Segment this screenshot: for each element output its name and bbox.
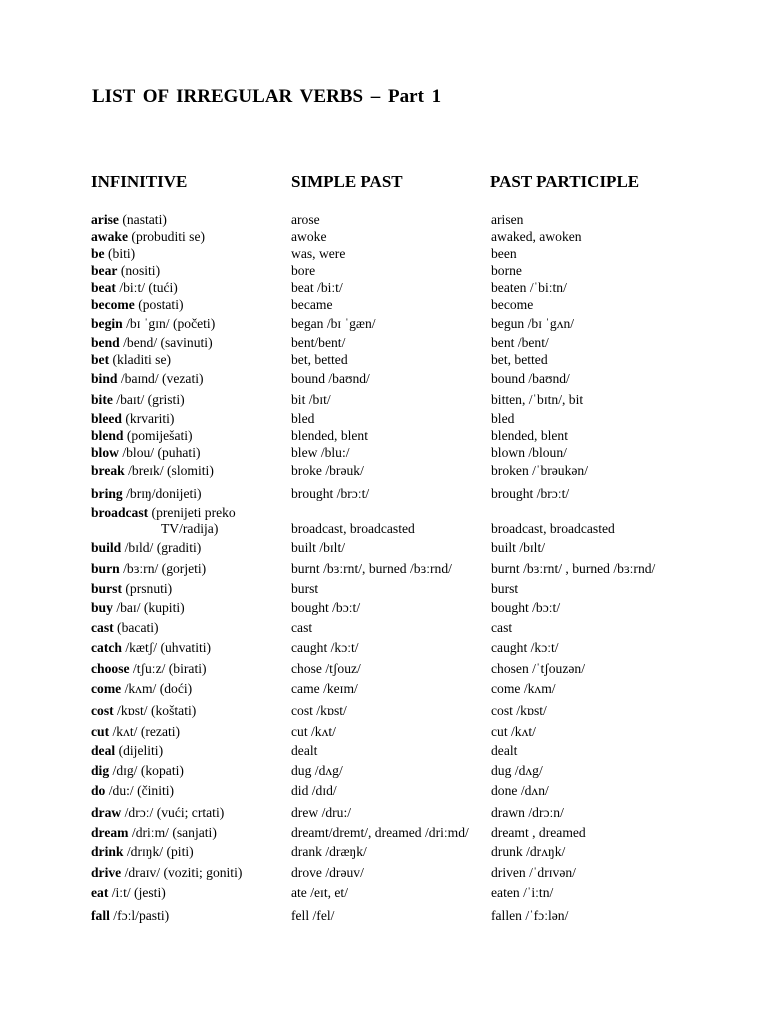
past-participle-cell: chosen /ˈtʃouzən/: [491, 661, 585, 676]
verb-infinitive: drink: [91, 844, 124, 859]
verb-infinitive: bleed: [91, 411, 122, 426]
past-participle-cell: broken /ˈbrəukən/: [491, 463, 589, 478]
verb-gloss: /blou/ (puhati): [118, 445, 201, 460]
infinitive-cell: [91, 783, 174, 799]
past-participle-cell: dug /dʌg/: [491, 763, 543, 778]
verb-gloss: /drɔː/ (vući; crtati): [121, 805, 225, 820]
verb-row: [0, 636, 768, 656]
past-participle-cell: borne: [491, 263, 522, 278]
verb-gloss: /bɪld/ (graditi): [121, 540, 202, 555]
verb-row: [0, 901, 768, 924]
simple-past-cell: came /keɪm/: [291, 681, 358, 696]
infinitive-cell: [91, 561, 206, 577]
infinitive-cell: [91, 763, 184, 779]
verb-infinitive: begin: [91, 316, 123, 331]
verb-infinitive: drive: [91, 865, 122, 880]
infinitive-cell: [91, 681, 192, 697]
verb-infinitive: become: [91, 297, 135, 312]
past-participle-cell: eaten /ˈiːtn/: [491, 885, 554, 900]
past-participle-cell: beaten /ˈbiːtn/: [491, 280, 567, 295]
infinitive-cell: [91, 428, 193, 444]
infinitive-cell: [91, 865, 242, 881]
verb-infinitive: cost: [91, 703, 114, 718]
verb-gloss: /driːm/ (sanjati): [128, 825, 217, 840]
infinitive-cell: [91, 885, 166, 901]
verb-gloss-continued: TV/radija): [161, 521, 219, 536]
verb-row: [0, 351, 768, 368]
infinitive-cell: [91, 724, 180, 740]
verb-gloss: /fɔːl/pasti): [109, 908, 170, 923]
simple-past-cell: cast: [291, 620, 313, 635]
verb-infinitive: choose: [91, 661, 130, 676]
verb-gloss: (postati): [134, 297, 184, 312]
verb-gloss: (kladiti se): [109, 352, 172, 367]
past-participle-cell: drawn /drɔːn/: [491, 805, 564, 820]
verb-gloss: /baɪ/ (kupiti): [112, 600, 185, 615]
verb-gloss: /bend/ (savinuti): [119, 335, 213, 350]
verb-infinitive: beat: [91, 280, 116, 295]
infinitive-cell: [91, 908, 169, 924]
verb-gloss: /baɪnd/ (vezati): [117, 371, 204, 386]
past-participle-cell: blown /bloun/: [491, 445, 567, 460]
verb-row: [0, 444, 768, 461]
verb-gloss: /du:/ (činiti): [105, 783, 175, 798]
past-participle-cell: bitten, /ˈbɪtn/, bit: [491, 392, 584, 407]
infinitive-cell: [91, 246, 135, 262]
simple-past-cell: blew /blu:/: [291, 445, 350, 460]
verb-infinitive: burst: [91, 581, 122, 596]
simple-past-cell: dug /dʌg/: [291, 763, 343, 778]
past-participle-cell: begun /bɪ ˈgʌn/: [491, 316, 575, 331]
infinitive-cell: [91, 463, 214, 479]
verb-gloss: (dijeliti): [115, 743, 164, 758]
verb-row: [0, 245, 768, 262]
header-past-participle: PAST PARTICIPLE: [490, 172, 640, 191]
simple-past-cell: was, were: [291, 246, 346, 261]
infinitive-cell: [91, 411, 174, 427]
verb-row: [0, 556, 768, 577]
verb-row: [0, 332, 768, 351]
simple-past-cell: arose: [291, 212, 320, 227]
verb-row: [0, 387, 768, 408]
past-participle-cell: dreamt , dreamed: [491, 825, 586, 840]
infinitive-cell: [91, 392, 185, 408]
infinitive-cell: [91, 540, 201, 556]
past-participle-cell: drunk /drʌŋk/: [491, 844, 566, 859]
infinitive-cell: [91, 581, 172, 597]
verb-infinitive: cut: [91, 724, 110, 739]
past-participle-cell: awaked, awoken: [491, 229, 582, 244]
verb-infinitive: bear: [91, 263, 118, 278]
verb-infinitive: buy: [91, 600, 113, 615]
simple-past-cell: bore: [291, 263, 316, 278]
infinitive-cell: [91, 297, 184, 313]
simple-past-cell: drew /dru:/: [291, 805, 352, 820]
verb-infinitive: broadcast: [91, 505, 149, 520]
verb-gloss: (probuditi se): [128, 229, 206, 244]
infinitive-cell: [91, 640, 211, 656]
infinitive-cell: [91, 600, 185, 616]
verb-row: [0, 502, 768, 537]
infinitive-cell: [91, 316, 215, 332]
simple-past-cell: brought /brɔːt/: [291, 486, 370, 501]
verb-gloss: (pomiješati): [123, 428, 193, 443]
past-participle-cell: become: [491, 297, 534, 312]
simple-past-cell: did /dɪd/: [291, 783, 337, 798]
verb-infinitive: bind: [91, 371, 118, 386]
verb-table: [0, 212, 768, 924]
verb-gloss: (biti): [104, 246, 136, 261]
verb-gloss: /draɪv/ (voziti; goniti): [121, 865, 243, 880]
verb-infinitive: bring: [91, 486, 123, 501]
verb-row: [0, 759, 768, 779]
simple-past-cell: dealt: [291, 743, 318, 758]
past-participle-cell: bent /bent/: [491, 335, 549, 350]
infinitive-cell: [91, 335, 213, 351]
past-participle-cell: cast: [491, 620, 513, 635]
verb-infinitive: awake: [91, 229, 129, 244]
infinitive-cell: [91, 212, 167, 228]
past-participle-cell: driven /ˈdrɪvən/: [491, 865, 576, 880]
verb-gloss: /kɒst/ (koštati): [113, 703, 197, 718]
infinitive-cell: [91, 352, 171, 368]
infinitive-cell: [91, 486, 202, 502]
verb-infinitive: build: [91, 540, 122, 555]
verb-row: [0, 656, 768, 677]
verb-row: [0, 427, 768, 444]
verb-infinitive: bet: [91, 352, 110, 367]
simple-past-cell: became: [291, 297, 333, 312]
simple-past-cell: bought /bɔːt/: [291, 600, 361, 615]
simple-past-cell: bet, betted: [291, 352, 348, 367]
infinitive-cell: [91, 280, 178, 296]
verb-infinitive: come: [91, 681, 122, 696]
verb-row: [0, 296, 768, 313]
verb-row: [0, 313, 768, 332]
verb-gloss: (nastati): [118, 212, 167, 227]
verb-infinitive: burn: [91, 561, 120, 576]
verb-gloss: (prenijeti preko: [148, 505, 236, 520]
verb-row: [0, 860, 768, 881]
simple-past-cell: built /bɪlt/: [291, 540, 346, 555]
past-participle-cell: dealt: [491, 743, 518, 758]
verb-row: [0, 616, 768, 636]
verb-row: [0, 677, 768, 697]
verb-infinitive: fall: [91, 908, 110, 923]
verb-gloss: /dɪg/ (kopati): [109, 763, 184, 778]
verb-row: [0, 697, 768, 719]
past-participle-cell: blended, blent: [491, 428, 569, 443]
verb-row: [0, 881, 768, 901]
verb-infinitive: dream: [91, 825, 129, 840]
past-participle-cell: bound /baʊnd/: [491, 371, 570, 386]
verb-row: [0, 461, 768, 479]
verb-infinitive: cast: [91, 620, 114, 635]
simple-past-cell: awoke: [291, 229, 327, 244]
simple-past-cell: drove /drəuv/: [291, 865, 364, 880]
verb-gloss: /baɪt/ (gristi): [112, 392, 185, 407]
verb-gloss: /kʌt/ (rezati): [109, 724, 181, 739]
verb-row: [0, 279, 768, 296]
simple-past-cell: chose /tʃouz/: [291, 661, 361, 676]
verb-gloss: /kʌm/ (doći): [121, 681, 193, 696]
past-participle-cell: bled: [491, 411, 515, 426]
verb-gloss: (krvariti): [121, 411, 175, 426]
infinitive-cell: [91, 371, 204, 387]
infinitive-cell: [91, 805, 224, 821]
simple-past-cell: began /bɪ ˈgæn/: [291, 316, 376, 331]
verb-gloss: /kætʃ/ (uhvatiti): [121, 640, 212, 655]
verb-gloss: (bacati): [113, 620, 159, 635]
past-participle-cell: built /bɪlt/: [491, 540, 546, 555]
verb-row: [0, 740, 768, 759]
verb-row: [0, 719, 768, 740]
verb-row: [0, 408, 768, 427]
verb-infinitive: do: [91, 783, 106, 798]
past-participle-cell: done /dʌn/: [491, 783, 549, 798]
infinitive-cell: [91, 743, 163, 759]
verb-gloss: /biːt/ (tući): [115, 280, 178, 295]
verb-gloss: /drɪŋk/ (piti): [123, 844, 194, 859]
simple-past-cell: drank /dræŋk/: [291, 844, 367, 859]
header-simple-past: SIMPLE PAST: [291, 172, 403, 191]
verb-row: [0, 577, 768, 597]
past-participle-cell: arisen: [491, 212, 524, 227]
verb-infinitive: bite: [91, 392, 113, 407]
infinitive-cell: [91, 229, 205, 245]
verb-row: [0, 368, 768, 387]
infinitive-cell: [91, 703, 196, 719]
page-title: LIST OF IRREGULAR VERBS – Part 1: [92, 86, 442, 107]
verb-row: [0, 799, 768, 821]
simple-past-cell: bit /bɪt/: [291, 392, 331, 407]
verb-gloss: (nositi): [117, 263, 161, 278]
verb-infinitive: blend: [91, 428, 124, 443]
verb-gloss: /tʃuːz/ (birati): [129, 661, 207, 676]
verb-row: [0, 479, 768, 502]
verb-row: [0, 779, 768, 799]
verb-infinitive: catch: [91, 640, 122, 655]
past-participle-cell: cut /kʌt/: [491, 724, 536, 739]
verb-infinitive: be: [91, 246, 105, 261]
infinitive-cell: [91, 445, 201, 461]
simple-past-cell: blended, blent: [291, 428, 369, 443]
simple-past-cell: ate /eɪt, et/: [291, 885, 348, 900]
verb-row: [0, 597, 768, 616]
verb-infinitive: draw: [91, 805, 122, 820]
simple-past-cell: broadcast, broadcasted: [291, 521, 415, 536]
infinitive-cell: [91, 263, 160, 279]
verb-gloss: /breɪk/ (slomiti): [124, 463, 214, 478]
verb-row: [0, 262, 768, 279]
infinitive-cell: [91, 825, 217, 841]
verb-row: [0, 212, 768, 228]
past-participle-cell: caught /kɔːt/: [491, 640, 559, 655]
verb-row: [0, 821, 768, 841]
simple-past-cell: cost /kɒst/: [291, 703, 347, 718]
past-participle-cell: been: [491, 246, 517, 261]
simple-past-cell: dreamt/dremt/, dreamed /driːmd/: [291, 825, 469, 840]
simple-past-cell: caught /kɔːt/: [291, 640, 359, 655]
past-participle-cell: fallen /ˈfɔːlən/: [491, 908, 569, 923]
past-participle-cell: burnt /bɜːrnt/ , burned /bɜːrnd/: [491, 561, 656, 576]
simple-past-cell: bent/bent/: [291, 335, 346, 350]
past-participle-cell: broadcast, broadcasted: [491, 521, 615, 536]
simple-past-cell: burst: [291, 581, 319, 596]
past-participle-cell: bet, betted: [491, 352, 548, 367]
verb-infinitive: bend: [91, 335, 120, 350]
verb-row: [0, 537, 768, 556]
simple-past-cell: broke /brəuk/: [291, 463, 364, 478]
verb-infinitive: blow: [91, 445, 119, 460]
verb-infinitive: deal: [91, 743, 116, 758]
verb-gloss: (prsnuti): [121, 581, 173, 596]
verb-infinitive: dig: [91, 763, 110, 778]
simple-past-cell: bound /baʊnd/: [291, 371, 370, 386]
verb-row: [0, 228, 768, 245]
simple-past-cell: fell /fel/: [291, 908, 335, 923]
past-participle-cell: burst: [491, 581, 519, 596]
past-participle-cell: cost /kɒst/: [491, 703, 547, 718]
verb-gloss: /iːt/ (jesti): [108, 885, 166, 900]
verb-infinitive: eat: [91, 885, 109, 900]
verb-infinitive: arise: [91, 212, 119, 227]
infinitive-cell: [91, 620, 159, 636]
verb-infinitive: break: [91, 463, 125, 478]
simple-past-cell: bled: [291, 411, 315, 426]
header-infinitive: INFINITIVE: [91, 172, 188, 191]
past-participle-cell: brought /brɔːt/: [491, 486, 570, 501]
infinitive-cell: [91, 661, 207, 677]
verb-gloss: /bɪ ˈgɪn/ (početi): [122, 316, 216, 331]
infinitive-cell: [91, 844, 194, 860]
simple-past-cell: burnt /bɜːrnt/, burned /bɜːrnd/: [291, 561, 452, 576]
infinitive-cell: [91, 505, 236, 537]
simple-past-cell: beat /biːt/: [291, 280, 343, 295]
verb-gloss: /bɜːrn/ (gorjeti): [119, 561, 207, 576]
simple-past-cell: cut /kʌt/: [291, 724, 336, 739]
verb-row: [0, 841, 768, 860]
past-participle-cell: bought /bɔːt/: [491, 600, 561, 615]
verb-gloss: /brɪŋ/donijeti): [122, 486, 202, 501]
past-participle-cell: come /kʌm/: [491, 681, 556, 696]
